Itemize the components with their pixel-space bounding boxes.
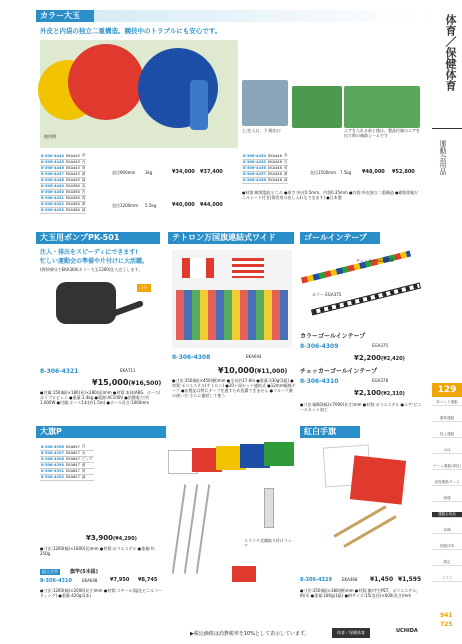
goal-code-1: 8-306-4309 (300, 343, 339, 350)
size-a: 直径900mm (112, 170, 136, 175)
side-tab[interactable]: ゲーム運動(球技) (433, 464, 461, 468)
kohaku-spec: ●寸法:350(幅)×380(横)mm ●材質:旗/芹生PET、ポリエステル、柄/木 ●重量:180g(1組) ●柄サイズ:15(直径)×600(長さ)mm (300, 588, 420, 598)
goal-label-a: チェッカー EGA378 (356, 258, 394, 263)
table-cell: 緑 (81, 207, 86, 212)
table-cell: EKA360 (66, 202, 80, 206)
kadama-photo (40, 40, 238, 148)
side-bottom-1: 941 (440, 612, 453, 619)
table-row (40, 207, 86, 213)
goal-price-1: ¥2,200(¥2,420) (354, 354, 405, 362)
table-cell: 8-306-4451 (41, 196, 64, 200)
child-figure-icon (190, 80, 208, 130)
pump-model: EKA711 (120, 368, 136, 373)
goal-code-2: 8-306-4310 (300, 378, 339, 385)
goal-model-2: EGA378 (372, 378, 388, 383)
side-tab[interactable]: 運動会用品 (432, 512, 462, 518)
table-cell: 8-306-4450 (41, 190, 64, 194)
footer-section: 体育／保健体育 (332, 628, 370, 638)
pump-badge: 1分 (137, 284, 151, 292)
side-tab[interactable]: 表現運動ダンス (432, 480, 462, 486)
table-cell: EKA360 (66, 196, 80, 200)
pole-title: 旗竿(5本組) (70, 569, 99, 575)
goal-model-1: EGA375 (372, 343, 388, 348)
side-bottom-2: 725 (440, 621, 453, 628)
table-row (242, 177, 288, 183)
side-tab[interactable]: 器械運動 (432, 416, 462, 422)
ohata-spec: ●寸法:1200(幅)×1800(長)mm ●材質:ポリエステル ●重量:約250g (40, 546, 155, 556)
table-cell: 白 (81, 444, 94, 450)
table-cell: 8-306-4455 (243, 160, 266, 164)
green-ball-photo (292, 86, 342, 128)
table-cell: 黄 (81, 201, 86, 206)
ohata-flags-photo (168, 444, 294, 474)
table-cell: EKA647 (66, 451, 80, 455)
table-cell: 8-306-4398 (41, 457, 64, 461)
pole-price-1: ¥7,950 (110, 577, 130, 583)
table-cell: EKA446 (268, 178, 282, 182)
table-cell: 緑 (283, 177, 288, 182)
table-cell: 8-306-4444 (41, 153, 64, 158)
pump-body-icon (56, 282, 116, 324)
valve-caption: 上:注入口、下:排出口 (242, 128, 281, 133)
pump-title: 大玉用ポンプPK-501 (36, 232, 160, 244)
side-title: 体育／保健体育 (444, 14, 457, 91)
table-cell: 8-306-4458 (243, 178, 266, 182)
kadama-title: カラー大玉 (36, 10, 94, 22)
goal-label-b: カラー EGA375 (312, 292, 342, 297)
table-cell: 8-306-4454 (243, 153, 266, 158)
flags-spec: ●寸法:350(幅)×450(横)mm ●全長約17.6m ●重量:330g(1組) ●材質:ポリエステル(テトロン) ●20ヶ国セット連結式 ●12mm幅綿テープ ●布製品は特にテープを通すため洗濯できません ●フルーツ旗の使い方:さらに連結して使う (172, 378, 296, 398)
table-cell: EKA446 (268, 166, 282, 170)
stick-icon-2 (343, 515, 396, 548)
table-cell: 8-306-4397 (41, 451, 64, 455)
table-cell: ピンク (81, 456, 93, 461)
side-tab[interactable]: 保健 (432, 496, 462, 502)
kohaku-code: 8-306-4329 (300, 577, 332, 583)
flag-detail-icon (232, 566, 256, 582)
flag-string-icon (176, 290, 288, 340)
pole-price-2: ¥8,745 (138, 577, 158, 583)
table-cell: 8-306-4446 (41, 166, 64, 170)
side-tab[interactable]: 体操 (432, 528, 462, 534)
side-subtitle: 運動会用品 (439, 140, 447, 175)
flags-title: テトロン万国旗連結式ワイド (168, 232, 294, 244)
kohaku-title: 紅白手旗 (300, 426, 360, 438)
ohata-title: 大旗P (36, 426, 166, 438)
table-cell: 赤 (81, 450, 94, 456)
table-cell: 緑 (81, 474, 94, 480)
table-cell: 白 (81, 159, 86, 164)
kadama-table-right (242, 153, 288, 184)
weight-a: 3kg (145, 170, 153, 175)
side-divider (432, 128, 462, 129)
table-cell: 8-306-4445 (41, 160, 64, 164)
table-cell: EKA647 (66, 463, 80, 467)
table-cell: 8-306-4456 (243, 166, 266, 170)
kohaku-price-2: ¥1,595 (398, 576, 422, 583)
table-cell: 8-306-4396 (41, 444, 64, 449)
table-cell: 赤 (81, 183, 86, 188)
checker-tape-icon (311, 283, 421, 316)
table-cell: 黄 (81, 462, 94, 468)
side-tab[interactable]: 測定 (432, 560, 462, 566)
table-cell: 青 (81, 165, 86, 170)
table-cell: EKA445 (66, 160, 80, 164)
price-b1: ¥40,000 (172, 202, 195, 208)
pole-icon-3 (196, 484, 211, 573)
pump-sub: (例)約8分でEKA360(カラー大玉1200)注入完了します。 (40, 267, 143, 272)
table-cell: EKA446 (268, 160, 282, 164)
table-cell: 8-306-4447 (41, 172, 64, 176)
side-tab[interactable]: 水泳 (432, 448, 462, 454)
table-cell: 8-306-4457 (243, 172, 266, 176)
price-c1: ¥48,000 (362, 169, 385, 175)
table-cell: 白 (81, 189, 86, 194)
pump-spec: ●付属:150(幅)×180(長)×280(高)mm ●材質:本体/ABS、ホース/ポリプロピレン ●重量:1.4kg ●電源:AC100V ●消費電力:約1,000W ●付属:ホース1本(約1.5m) ●ホース長さ:1060mm (40, 390, 161, 405)
side-tab[interactable]: 体つくり運動 (432, 400, 462, 406)
usa-flag-icon (232, 258, 264, 278)
goal-item-2: チェッカーゴールインテープ (300, 368, 378, 375)
table-cell: 青 (283, 165, 288, 170)
table-cell: EKA445 (66, 153, 80, 158)
kohaku-price-1: ¥1,450 (370, 576, 394, 583)
hook-photo (264, 488, 274, 528)
table-cell: 8-306-4453 (41, 208, 64, 212)
table-cell: 黄 (283, 171, 288, 176)
size-b: 直径1200mm (112, 203, 138, 208)
table-cell: 緑 (81, 177, 86, 182)
stick-icon-1 (333, 505, 386, 538)
green-ball-photo-2 (344, 86, 420, 128)
table-cell: EKA360 (66, 190, 80, 194)
table-cell: 青 (81, 468, 94, 474)
goal-item-1: カラーゴールインテープ (300, 333, 366, 340)
flags-photo (172, 250, 292, 348)
brand-logo: UCHIDA (396, 628, 418, 634)
pole-icon-1 (172, 484, 187, 573)
table-cell: 黄 (81, 171, 86, 176)
pole-model: EKA648 (82, 578, 98, 583)
table-cell: EKA446 (268, 172, 282, 176)
side-tab[interactable]: 保健体育 (432, 544, 462, 550)
flags-code: 8-306-4308 (172, 354, 211, 361)
pole-label: 組立式竿 (42, 569, 58, 574)
kadama-caption: 使用例 (44, 134, 56, 139)
goal-price-2: ¥2,100(¥2,310) (354, 389, 405, 397)
weight-c: 7.5kg (340, 170, 352, 175)
table-cell: EKA647 (66, 457, 80, 461)
green-flag-icon (264, 442, 294, 466)
table-cell: 白 (283, 159, 288, 164)
ohata-table (40, 444, 94, 481)
kohaku-model: EKA468 (342, 577, 358, 582)
pump-code: 8-306-4321 (40, 368, 79, 375)
hook-caption: スライド式旗取り付けフック (244, 538, 292, 548)
goal-spec: ●寸法:幅60(幅)×7000(長さ)mm ●材質:ポリエステル ●エア:ビニールカット加工 (300, 402, 422, 412)
pump-price: ¥15,000(¥16,500) (92, 378, 162, 387)
table-cell: EKA647 (66, 475, 80, 479)
table-cell: 8-306-4391 (41, 469, 64, 473)
table-cell: 8-306-4392 (41, 475, 64, 479)
table-cell: 赤 (81, 153, 86, 158)
table-cell: EKA446 (268, 153, 282, 158)
table-cell: 赤 (283, 153, 288, 158)
goal-title: ゴールインテープ (300, 232, 380, 244)
table-cell: 8-306-4449 (41, 184, 64, 188)
pole-icon-2 (184, 484, 199, 573)
price-a1: ¥34,000 (172, 169, 195, 175)
pole-spec: ●寸法:1200(幅)×2000(長さ)mm ●材質:スチール(塩化ビニルコーティング) ●重量:420g(1本) (40, 588, 163, 598)
kadama-lead: 外皮と内袋の独立二重構造。競技中のトラブルにも安心です。 (40, 27, 222, 35)
table-cell: EKA360 (66, 184, 80, 188)
price-b2: ¥44,000 (200, 202, 223, 208)
page-number: 129 (432, 383, 462, 397)
kadama-note: ●材質:軟質塩化ビニル ●厚さ:外皮0.5mm、内袋0.35mm ●内袋:外皮独立二重構造 ●網袋用総ビニルシート付き(保管用の出し入れもできます) ●日本製 (242, 190, 419, 200)
price-a2: ¥37,400 (200, 169, 223, 175)
pump-lead-1: 注入・排出をスピーディにできます! (40, 249, 139, 256)
valve-photo (242, 80, 288, 126)
color-tape-icon (301, 251, 411, 284)
kadama-table-left (40, 153, 86, 214)
table-cell: EKA445 (66, 166, 80, 170)
size-c: 直径1500mm (310, 170, 336, 175)
table-cell: EKA647 (66, 444, 80, 449)
table-cell: EKA360 (66, 208, 80, 212)
weight-b: 5.5kg (145, 203, 157, 208)
flags-price: ¥10,000(¥11,000) (218, 366, 288, 375)
table-cell: EKA445 (66, 172, 80, 176)
table-row (40, 474, 94, 480)
price-c2: ¥52,800 (392, 169, 415, 175)
red-hand-flag-icon (350, 455, 406, 504)
ohata-price: ¥3,900(¥4,290) (86, 534, 137, 542)
pump-lead-2: 忙しい運動会の準備や片付けに大活躍。 (40, 258, 149, 265)
footer-note: ▶税込価格は消費税率を10%として表示しています。 (190, 631, 310, 637)
canada-flag-icon (182, 258, 214, 278)
pole-code: 8-306-4310 (40, 578, 72, 584)
table-cell: 青 (81, 195, 86, 200)
table-cell: EKA647 (66, 469, 80, 473)
red-ball-icon (68, 44, 144, 120)
side-tab[interactable]: ソフト (432, 576, 462, 582)
flags-model: EKA644 (246, 354, 262, 359)
table-cell: 8-306-4452 (41, 202, 64, 206)
table-cell: 8-306-4390 (41, 463, 64, 467)
table-cell: EKA445 (66, 178, 80, 182)
table-cell: 8-306-4448 (41, 178, 64, 182)
bag-caption: エアを入れる前と後は、製品付属のエアを出す時の補助シールです (344, 128, 420, 138)
side-tab[interactable]: 陸上運動 (432, 432, 462, 438)
